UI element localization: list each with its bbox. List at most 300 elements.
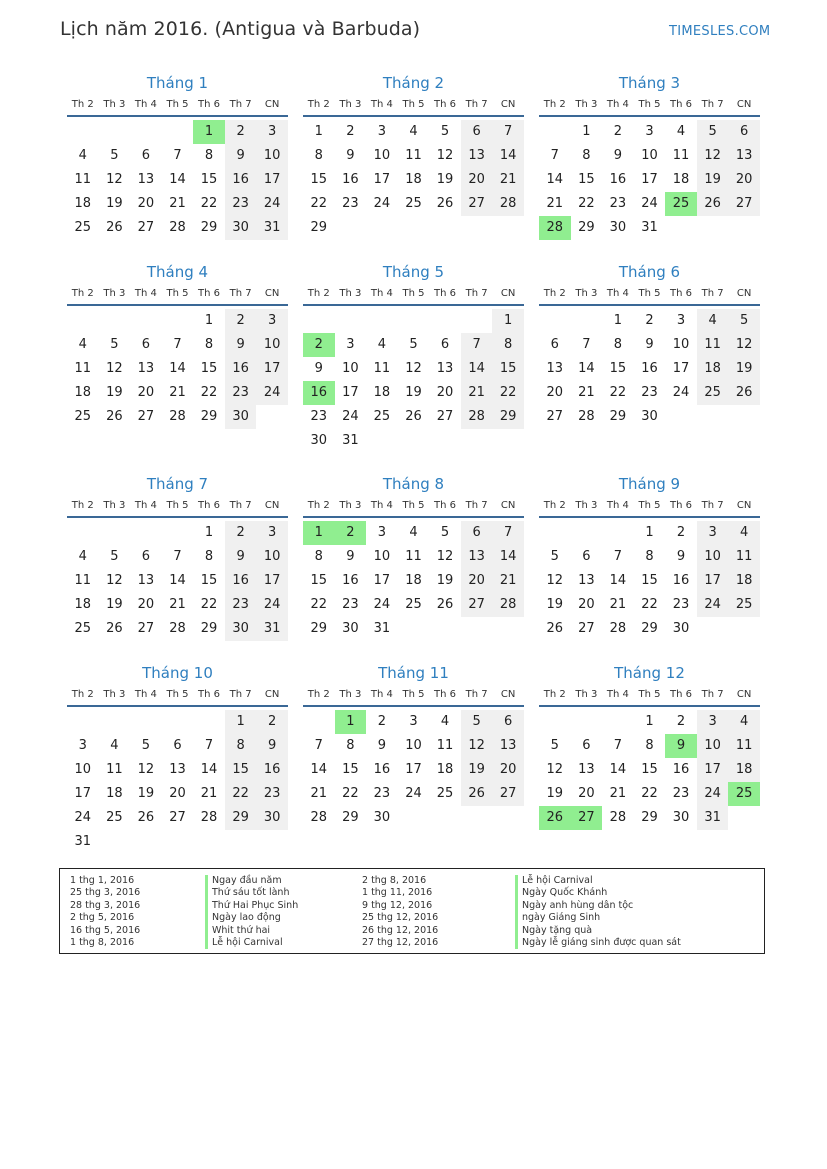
day-cell-empty	[571, 309, 603, 333]
day-cell: 22	[310, 196, 328, 211]
day-cell: 13	[578, 762, 595, 777]
week-row	[303, 120, 524, 144]
day-cell: 3	[697, 710, 729, 734]
day-cell: 17	[74, 786, 92, 801]
day-cell: 11	[405, 549, 422, 564]
holiday-legend	[59, 868, 765, 954]
day-cell: 17	[697, 569, 729, 593]
month-3	[539, 72, 760, 240]
day-cell: 29	[310, 220, 328, 235]
weekday-label: Th 5	[638, 287, 661, 299]
day-cell: 12	[106, 172, 123, 187]
day-cell: 2	[645, 313, 654, 328]
day-cell: 14	[461, 357, 493, 381]
day-cell: 12	[546, 762, 564, 777]
legend-names-column-1	[205, 875, 298, 949]
day-cell-holiday: 2	[303, 333, 335, 357]
day-cell: 14	[609, 762, 627, 777]
day-cell: 7	[550, 148, 559, 163]
day-cell: 11	[74, 573, 92, 588]
day-cell: 17	[697, 758, 729, 782]
day-cell: 26	[106, 220, 123, 235]
day-cell: 27	[461, 593, 493, 617]
header-divider	[303, 516, 524, 518]
day-cell: 21	[492, 168, 524, 192]
day-cell: 17	[256, 168, 288, 192]
day-cell-empty	[602, 521, 634, 545]
day-cell: 8	[314, 549, 323, 564]
weekday-header	[303, 283, 524, 303]
weekday-header	[303, 684, 524, 704]
day-cell: 18	[74, 385, 92, 400]
legend-holiday-name: Lễ hội Carnival	[515, 875, 681, 887]
day-cell-empty	[162, 120, 194, 144]
weekday-label: Th 6	[670, 98, 693, 110]
day-cell: 19	[106, 385, 123, 400]
legend-date: 1 thg 8, 2016	[70, 936, 135, 948]
day-cell: 18	[106, 786, 123, 801]
weekday-label: Th 7	[701, 98, 724, 110]
day-cell: 12	[106, 361, 123, 376]
weekday-label: Th 6	[198, 287, 221, 299]
day-cell: 11	[74, 172, 92, 187]
month-4	[67, 261, 288, 429]
week-row	[67, 782, 288, 806]
month-8	[303, 473, 524, 641]
brand-logo-link[interactable]: TIMESLES.COM	[669, 24, 771, 39]
day-cell-holiday: 1	[193, 120, 225, 144]
day-cell: 18	[728, 758, 760, 782]
legend-dates-column-2	[362, 875, 438, 949]
weekday-label: Th 7	[701, 499, 724, 511]
week-row	[303, 710, 524, 734]
week-row	[539, 758, 760, 782]
day-cell-empty	[366, 429, 398, 453]
day-cell: 30	[225, 405, 257, 429]
week-row	[67, 216, 288, 240]
week-row	[303, 309, 524, 333]
day-cell-empty	[256, 830, 288, 854]
legend-holiday-name: Ngày lễ giáng sinh được quan sát	[515, 937, 681, 949]
week-row	[67, 144, 288, 168]
weekday-label: Th 6	[434, 287, 457, 299]
weekday-label: Th 6	[670, 287, 693, 299]
day-cell: 20	[461, 168, 493, 192]
day-cell: 29	[200, 621, 218, 636]
week-row	[67, 617, 288, 641]
weekday-header	[67, 283, 288, 303]
header-divider	[303, 304, 524, 306]
day-cell: 16	[373, 762, 391, 777]
day-cell: 6	[728, 120, 760, 144]
day-cell: 9	[225, 333, 257, 357]
week-row	[539, 734, 760, 758]
weekday-label: Th 4	[134, 688, 157, 700]
legend-holiday-name: ngày Giáng Sinh	[515, 912, 681, 924]
day-cell-empty	[99, 830, 131, 854]
day-cell: 19	[728, 357, 760, 381]
week-row	[67, 381, 288, 405]
day-cell: 6	[582, 738, 591, 753]
weekday-label: CN	[500, 499, 516, 511]
day-cell: 10	[697, 545, 729, 569]
day-cell: 23	[225, 192, 257, 216]
day-cell: 21	[169, 385, 186, 400]
day-cell: 27	[137, 220, 155, 235]
day-cell: 18	[405, 172, 422, 187]
day-cell: 29	[641, 810, 658, 825]
weekday-label: Th 2	[543, 499, 566, 511]
day-cell: 15	[200, 573, 218, 588]
day-cell: 19	[405, 385, 422, 400]
day-cell: 19	[436, 573, 454, 588]
day-cell: 31	[256, 617, 288, 641]
day-cell: 7	[204, 738, 214, 753]
day-cell: 9	[314, 361, 323, 376]
day-cell: 14	[310, 762, 328, 777]
month-title: Tháng 4	[146, 263, 209, 281]
week-row	[67, 120, 288, 144]
day-cell: 11	[373, 361, 391, 376]
day-cell: 8	[204, 549, 214, 564]
week-row	[67, 593, 288, 617]
day-cell: 15	[225, 758, 257, 782]
day-cell-empty	[461, 216, 493, 240]
day-cell-empty	[728, 806, 760, 830]
week-row	[67, 192, 288, 216]
day-cell: 2	[225, 120, 257, 144]
day-cell: 30	[225, 617, 257, 641]
weekday-header	[303, 495, 524, 515]
week-row	[539, 168, 760, 192]
day-cell: 17	[373, 172, 391, 187]
day-cell: 12	[137, 762, 155, 777]
day-cell-holiday: 26	[539, 806, 571, 830]
day-cell-empty	[571, 710, 603, 734]
week-row	[539, 545, 760, 569]
day-cell: 28	[200, 810, 218, 825]
weekday-header	[539, 283, 760, 303]
day-cell: 10	[373, 549, 391, 564]
day-cell: 3	[676, 313, 686, 328]
month-title: Tháng 10	[142, 664, 213, 682]
day-cell: 7	[173, 337, 182, 352]
week-row	[67, 806, 288, 830]
week-row	[303, 381, 524, 405]
day-cell: 11	[728, 545, 760, 569]
day-cell: 27	[578, 621, 595, 636]
day-cell: 22	[200, 597, 218, 612]
legend-holiday-name: Lễ hội Carnival	[205, 937, 298, 949]
day-cell: 5	[728, 309, 760, 333]
day-cell: 4	[728, 521, 760, 545]
week-row	[303, 734, 524, 758]
day-cell-empty	[665, 405, 697, 429]
day-cell: 6	[141, 337, 151, 352]
week-row	[67, 309, 288, 333]
day-cell: 3	[377, 525, 387, 540]
day-cell: 26	[461, 782, 493, 806]
day-cell: 28	[609, 621, 627, 636]
day-cell: 30	[342, 621, 359, 636]
week-row	[303, 405, 524, 429]
day-cell: 7	[173, 549, 182, 564]
day-cell: 17	[641, 172, 658, 187]
weekday-label: Th 5	[402, 287, 425, 299]
day-cell-holiday: 16	[303, 381, 335, 405]
day-cell: 10	[342, 361, 359, 376]
day-cell: 22	[641, 786, 658, 801]
week-row	[67, 405, 288, 429]
month-6	[539, 261, 760, 429]
day-cell-empty	[398, 617, 430, 641]
legend-date: 25 thg 12, 2016	[362, 912, 439, 924]
day-cell: 5	[550, 738, 559, 753]
day-cell: 16	[609, 172, 627, 187]
day-cell-empty	[303, 309, 335, 333]
day-cell: 18	[74, 196, 92, 211]
weekday-label: Th 2	[543, 98, 566, 110]
day-cell: 1	[314, 124, 323, 139]
day-cell: 28	[492, 593, 524, 617]
weekday-label: Th 3	[339, 499, 362, 511]
day-cell: 24	[74, 810, 92, 825]
day-cell: 8	[492, 333, 524, 357]
day-cell: 28	[169, 220, 186, 235]
day-cell: 24	[672, 385, 690, 400]
day-cell: 30	[609, 220, 627, 235]
day-cell: 30	[672, 621, 690, 636]
day-cell: 4	[78, 549, 87, 564]
week-row	[67, 168, 288, 192]
day-cell-holiday: 28	[539, 216, 571, 240]
day-cell: 10	[373, 148, 391, 163]
day-cell: 9	[256, 734, 288, 758]
day-cell: 27	[169, 810, 186, 825]
day-cell: 20	[169, 786, 186, 801]
legend-date: 25 thg 3, 2016	[70, 887, 141, 899]
day-cell: 15	[609, 361, 627, 376]
week-row	[539, 806, 760, 830]
day-cell: 15	[578, 172, 595, 187]
weekday-label: Th 2	[71, 688, 94, 700]
day-cell: 4	[676, 124, 686, 139]
day-cell: 29	[200, 409, 218, 424]
day-cell: 22	[492, 381, 524, 405]
legend-holiday-name: Ngày tặng quà	[515, 925, 681, 937]
day-cell: 25	[697, 381, 729, 405]
day-cell-empty	[728, 617, 760, 641]
weekday-label: Th 6	[434, 499, 457, 511]
weekday-label: Th 6	[198, 688, 221, 700]
legend-dates-column-1	[70, 875, 140, 949]
day-cell: 3	[697, 521, 729, 545]
day-cell-empty	[99, 710, 131, 734]
day-cell: 16	[342, 573, 359, 588]
weekday-label: Th 2	[71, 499, 94, 511]
day-cell-empty	[130, 120, 162, 144]
day-cell: 18	[728, 569, 760, 593]
day-cell: 30	[672, 810, 690, 825]
header-divider	[303, 705, 524, 707]
weekday-label: Th 4	[606, 688, 629, 700]
day-cell: 23	[672, 786, 690, 801]
day-cell: 12	[728, 333, 760, 357]
legend-holiday-name: Thứ Hai Phục Sinh	[205, 900, 298, 912]
weekday-header	[67, 684, 288, 704]
week-row	[303, 617, 524, 641]
week-row	[303, 545, 524, 569]
day-cell: 17	[256, 357, 288, 381]
weekday-label: Th 6	[434, 688, 457, 700]
day-cell: 6	[492, 710, 524, 734]
weekday-label: Th 4	[606, 98, 629, 110]
legend-date: 16 thg 5, 2016	[70, 924, 141, 936]
day-cell: 1	[204, 313, 214, 328]
week-row	[539, 309, 760, 333]
week-row	[67, 569, 288, 593]
day-cell-empty	[571, 521, 603, 545]
day-cell: 23	[641, 385, 658, 400]
day-cell: 26	[405, 409, 422, 424]
day-cell: 8	[582, 148, 591, 163]
day-cell: 20	[492, 758, 524, 782]
day-cell: 8	[613, 337, 623, 352]
day-cell: 13	[169, 762, 186, 777]
month-5	[303, 261, 524, 453]
day-cell-empty	[461, 429, 493, 453]
day-cell: 11	[672, 148, 690, 163]
day-cell: 6	[141, 148, 151, 163]
weekday-label: CN	[736, 688, 752, 700]
day-cell: 2	[225, 521, 257, 545]
day-cell: 6	[461, 521, 493, 545]
day-cell-empty	[461, 309, 493, 333]
weekday-label: Th 5	[402, 499, 425, 511]
day-cell: 13	[461, 545, 493, 569]
day-cell: 5	[440, 124, 450, 139]
day-cell: 30	[310, 433, 328, 448]
weekday-header	[539, 94, 760, 114]
day-cell-empty	[67, 309, 99, 333]
day-cell-holiday: 2	[335, 521, 367, 545]
day-cell-empty	[366, 216, 398, 240]
day-cell-empty	[162, 830, 194, 854]
day-cell-empty	[130, 830, 162, 854]
day-cell: 2	[613, 124, 623, 139]
day-cell: 12	[106, 573, 123, 588]
week-row	[303, 357, 524, 381]
legend-holiday-name: Whit thứ hai	[205, 925, 298, 937]
day-cell: 12	[461, 734, 493, 758]
day-cell: 16	[225, 168, 257, 192]
day-cell-empty	[429, 806, 461, 830]
weekday-label: Th 4	[134, 98, 157, 110]
day-cell: 23	[609, 196, 627, 211]
header-divider	[539, 705, 760, 707]
day-cell: 26	[436, 597, 454, 612]
day-cell: 25	[405, 597, 422, 612]
day-cell: 23	[256, 782, 288, 806]
weekday-label: Th 4	[606, 499, 629, 511]
week-row	[539, 405, 760, 429]
week-row	[303, 593, 524, 617]
day-cell-empty	[697, 216, 729, 240]
day-cell-empty	[303, 710, 335, 734]
day-cell: 7	[314, 738, 323, 753]
day-cell: 20	[728, 168, 760, 192]
weekday-label: CN	[736, 287, 752, 299]
day-cell: 18	[373, 385, 391, 400]
legend-date: 27 thg 12, 2016	[362, 936, 439, 948]
day-cell: 9	[346, 148, 355, 163]
day-cell: 29	[200, 220, 218, 235]
day-cell: 25	[728, 593, 760, 617]
day-cell: 23	[672, 597, 690, 612]
day-cell: 1	[613, 313, 623, 328]
weekday-label: Th 4	[134, 499, 157, 511]
day-cell: 4	[377, 337, 387, 352]
day-cell-empty	[162, 309, 194, 333]
day-cell: 14	[546, 172, 564, 187]
week-row	[67, 333, 288, 357]
day-cell: 11	[74, 361, 92, 376]
day-cell: 18	[436, 762, 454, 777]
weekday-label: Th 6	[198, 499, 221, 511]
day-cell: 11	[436, 738, 454, 753]
day-cell: 19	[137, 786, 155, 801]
day-cell: 13	[137, 172, 155, 187]
weekday-label: Th 7	[465, 499, 488, 511]
weekday-label: Th 2	[543, 688, 566, 700]
week-row	[539, 120, 760, 144]
month-9	[539, 473, 760, 641]
day-cell: 29	[641, 621, 658, 636]
day-cell: 24	[256, 381, 288, 405]
day-cell-holiday: 25	[728, 782, 760, 806]
header-divider	[67, 304, 288, 306]
month-title: Tháng 12	[614, 664, 685, 682]
day-cell: 4	[78, 148, 87, 163]
week-row	[539, 521, 760, 545]
day-cell: 12	[546, 573, 564, 588]
day-cell: 3	[645, 124, 654, 139]
legend-names-column-2	[515, 875, 681, 949]
day-cell: 16	[672, 762, 690, 777]
weekday-label: Th 7	[229, 499, 252, 511]
week-row	[539, 617, 760, 641]
day-cell: 13	[137, 573, 155, 588]
weekday-label: CN	[736, 98, 752, 110]
header-divider	[539, 304, 760, 306]
weekday-label: Th 3	[339, 98, 362, 110]
week-row	[539, 357, 760, 381]
day-cell: 7	[613, 549, 623, 564]
day-cell: 29	[342, 810, 359, 825]
day-cell-empty	[492, 617, 524, 641]
day-cell: 30	[225, 216, 257, 240]
day-cell: 24	[641, 196, 658, 211]
day-cell: 13	[461, 144, 493, 168]
day-cell: 6	[173, 738, 182, 753]
day-cell-empty	[193, 710, 225, 734]
weekday-label: Th 7	[465, 98, 488, 110]
day-cell: 3	[346, 337, 355, 352]
day-cell: 20	[578, 597, 595, 612]
day-cell: 6	[582, 549, 591, 564]
day-cell: 23	[342, 597, 359, 612]
day-cell-empty	[193, 830, 225, 854]
